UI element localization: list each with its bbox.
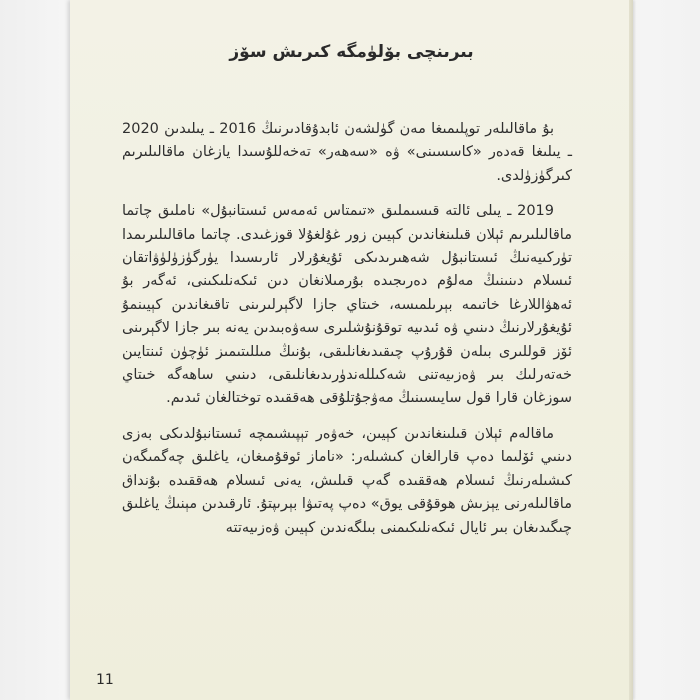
paragraph-2: 2019 ـ يىلى ئالتە قىسىملىق «تىمتاس ئەمەس ئىستانبۇل» ناملىق چاتما ماقالىلىرىم ئېلان قىلىنغاندىن كېيىن زور غۇلغۇلا قوزغىدى. چاتما ماقالىلىرىمدا تۈركىيەنىڭ ئىستانبۇل شەھىرىدىكى ئۇيغۇرلار ئارىسىدا يۈرگۈزۈلۈۋاتقان ئىسلام دىنىنىڭ مەلۇم دەرىجىدە بۇرمىلانغان دىن ئىكەنلىكىنى، ئەگەر بۇ ئەھۋاللارغا خاتىمە بېرىلمىسە، خىتاي جازا لاگېرلىرىنى تاقىغاندىن كېيىنمۇ ئۇيغۇرلارنىڭ دىنىي ۋە ئىدىيە توقۇنۇشلىرى سەۋەبىدىن يەنە بىر جازا لاگېرىنى ئۆز قوللىرى بىلەن قۇرۇپ چىقىدىغانلىقى، بۇنىڭ مىللىتىمىز ئۈچۈن ئىنتايىن خەتەرلىك بىر ۋەزىيەتنى شەكىللەندۈرىدىغانلىقى، دىنىي ساھەگە خىتاي سوزغان قارا قول سايىسىنىڭ مەۋجۇتلۇقى ھەققىدە توختالغان ئىدىم. <box>122 203 572 407</box>
page-title: بىرىنچى بۆلۈمگە كىرىش سۆز <box>229 42 474 62</box>
paragraph-3: ماقالەم ئېلان قىلىنغاندىن كېيىن، خەۋەر تېپىشىمچە ئىستانبۇلدىكى بەزى دىنىي ئۆلىما دەپ قارالغان كىشىلەر: «ناماز ئوقۇمىغان، ياغلىق چەگمىگەن كىشىلەرنىڭ ئىسلام ھەققىدە گەپ قىلىش، يەنى ئىسلام ھەققىدە بۇنداق ماقالىلەرنى يېزىش ھوقۇقى يوق» دەپ پەتىۋا بېرىپتۇ. ئارقىدىن مېنىڭ ياغلىق چىگىدىغان بىر ئايال ئىكەنلىكىمنى بىلگەندىن كېيىن ۋەزىيەتتە <box>122 425 572 536</box>
book-page <box>70 0 633 700</box>
page-number: 11 <box>96 672 114 688</box>
body-text <box>122 118 572 552</box>
page-edge <box>629 0 633 700</box>
paragraph-1: بۇ ماقالىلەر توپلىمىغا مەن گۈلشەن ئابدۇقادىرنىڭ 2016 ـ يىلىدىن 2020 ـ يىلىغا قەدەر «كاسسىنى» ۋە «سەھەر» تەخەللۇسىدا يازغان ماقالىلىرىم كىرگۈزۈلدى. <box>122 121 572 184</box>
